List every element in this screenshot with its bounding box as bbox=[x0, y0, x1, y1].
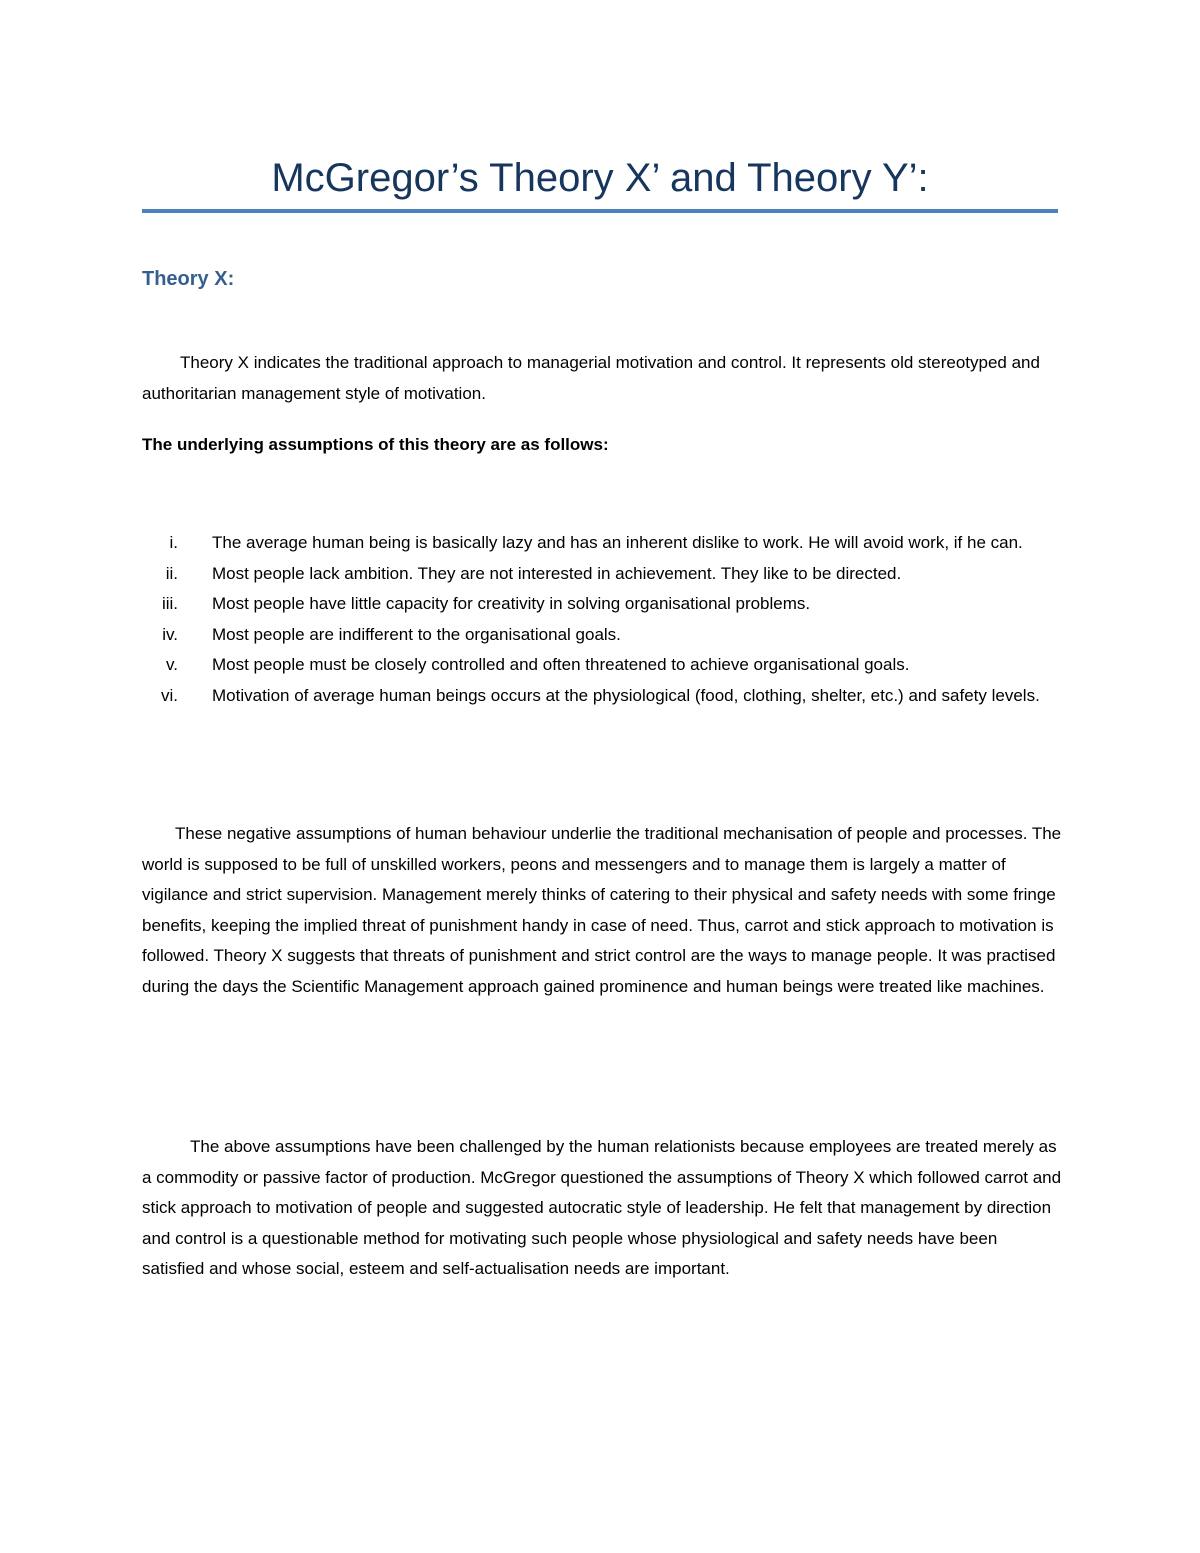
list-item-text: Most people must be closely controlled and often threatened to achieve organisational goals. bbox=[212, 655, 910, 674]
list-item-text: The average human being is basically lazy and has an inherent dislike to work. He will avoid work, if he can. bbox=[212, 533, 1023, 552]
list-item bbox=[142, 650, 1062, 681]
list-item bbox=[142, 681, 1062, 712]
body-paragraph-challenges: The above assumptions have been challenged by the human relationists because employees are treated merely as a commodity or passive factor of production. McGregor questioned the assumptions of Theory X which followed carrot and stick approach to motivation of people and suggested autocratic style of leadership. He felt that management by direction and control is a questionable method for motivating such people whose physiological and safety needs have been satisfied and whose social, esteem and self-actualisation needs are important. bbox=[142, 1137, 1062, 1278]
list-item-marker: v. bbox=[166, 655, 178, 674]
list-item-text: Most people have little capacity for creativity in solving organisational problems. bbox=[212, 594, 811, 613]
section-heading: Theory X: bbox=[142, 268, 235, 290]
list-item bbox=[142, 559, 1062, 590]
title-underline-rule bbox=[142, 209, 1058, 213]
list-item-marker: ii. bbox=[165, 563, 178, 583]
list-item bbox=[142, 620, 1062, 651]
list-item-text: Most people lack ambition. They are not interested in achievement. They like to be directed. bbox=[212, 563, 902, 583]
page-title: McGregor’s Theory X’ and Theory Y’: bbox=[271, 156, 929, 200]
list-item bbox=[142, 589, 1062, 620]
list-item-marker: i. bbox=[169, 533, 178, 552]
list-item-marker: vi. bbox=[161, 685, 178, 705]
list-item bbox=[142, 528, 1062, 559]
assumptions-list bbox=[142, 528, 1062, 711]
list-item-marker: iv. bbox=[162, 624, 178, 644]
list-item-text: Most people are indifferent to the organisational goals. bbox=[212, 624, 621, 644]
body-paragraph-negative-assumptions: These negative assumptions of human behaviour underlie the traditional mechanisation of people and processes. The world is supposed to be full of unskilled workers, peons and messengers and to manage them is largely a matter of vigilance and strict supervision. Management merely thinks of catering to their physical and safety needs with some fringe benefits, keeping the implied threat of punishment handy in case of need. Thus, carrot and stick approach to motivation is followed. Theory X suggests that threats of punishment and strict control are the ways to manage people. It was practised during the days the Scientific Management approach gained prominence and human beings were treated like machines. bbox=[142, 824, 1062, 996]
list-item-marker: iii. bbox=[161, 594, 178, 613]
assumptions-lead: The underlying assumptions of this theory are as follows: bbox=[142, 435, 609, 454]
intro-paragraph: Theory X indicates the traditional approach to managerial motivation and control. It represents old stereotyped and authoritarian management style of motivation. bbox=[142, 353, 1040, 403]
list-item-text: Motivation of average human beings occurs at the physiological (food, clothing, shelter, etc.) and safety levels. bbox=[212, 685, 1040, 705]
